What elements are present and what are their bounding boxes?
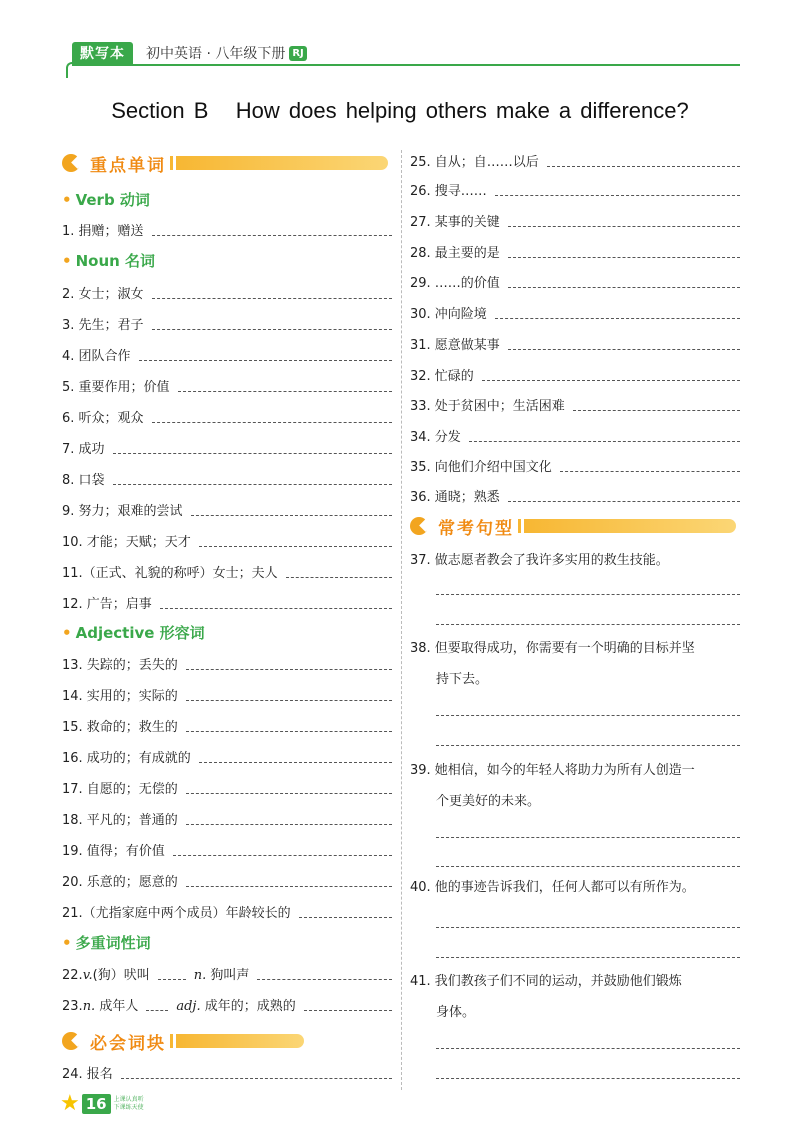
sentence-text: 40. 他的事迹告诉我们，任何人都可以有所作为。 xyxy=(410,880,695,895)
answer-line[interactable] xyxy=(199,534,392,547)
item-label: 19. 值得；有价值 xyxy=(62,844,165,859)
sentence-41 xyxy=(410,966,740,1028)
header-rule xyxy=(72,64,740,66)
list-item xyxy=(62,344,392,364)
list-item xyxy=(62,746,392,766)
answer-line[interactable] xyxy=(508,275,740,288)
item-label: 26. 搜寻…… xyxy=(410,184,487,199)
subheading-adjective xyxy=(62,622,205,643)
list-item xyxy=(410,333,740,353)
sentence-text: 38. 但要取得成功，你需要有一个明确的目标并坚 xyxy=(410,641,695,656)
answer-line[interactable] xyxy=(286,565,392,578)
subheading-multi xyxy=(62,932,151,953)
sentence-text: 持下去。 xyxy=(436,672,489,687)
answer-line[interactable] xyxy=(160,596,392,609)
sentence-38 xyxy=(410,633,740,695)
answer-line[interactable] xyxy=(573,398,740,411)
answer-line[interactable] xyxy=(186,781,392,794)
item-label: 13. 失踪的；丢失的 xyxy=(62,658,178,673)
answer-line[interactable] xyxy=(186,688,392,701)
list-item xyxy=(62,313,392,333)
section-title: 必会词块 xyxy=(90,1033,166,1054)
answer-line[interactable] xyxy=(508,337,740,350)
answer-line[interactable] xyxy=(186,719,392,732)
answer-line[interactable] xyxy=(158,967,186,980)
subheading-text: Noun 名词 xyxy=(75,252,156,270)
list-item xyxy=(62,375,392,395)
item-label: 20. 乐意的；愿意的 xyxy=(62,875,178,890)
answer-line[interactable] xyxy=(257,967,392,980)
answer-line[interactable] xyxy=(495,306,740,319)
item-label: 4. 团队合作 xyxy=(62,349,131,364)
subheading-noun xyxy=(62,250,155,271)
item-label: 27. 某事的关键 xyxy=(410,215,500,230)
list-item xyxy=(62,653,392,673)
list-item xyxy=(62,437,392,457)
item-meaning: 成年人 xyxy=(99,999,139,1014)
answer-line[interactable] xyxy=(139,348,392,361)
item-meaning: 成年的；成熟的 xyxy=(204,999,296,1014)
pos-abbrev: n. xyxy=(193,968,207,983)
list-item xyxy=(410,455,740,475)
list-item xyxy=(62,530,392,550)
header-curl xyxy=(66,62,76,78)
answer-line[interactable] xyxy=(173,843,392,856)
item-label: 30. 冲向险境 xyxy=(410,307,487,322)
answer-line[interactable] xyxy=(436,957,740,958)
answer-line[interactable] xyxy=(121,1066,392,1079)
item-label: 34. 分发 xyxy=(410,430,461,445)
item-label: 21.（尤指家庭中两个成员）年龄较长的 xyxy=(62,906,291,921)
answer-line[interactable] xyxy=(436,594,740,595)
section-key-words xyxy=(62,150,388,176)
sentence-text: 41. 我们教孩子们不同的运动，并鼓励他们锻炼 xyxy=(410,974,682,989)
bullet-icon: • xyxy=(62,252,72,270)
answer-line[interactable] xyxy=(508,214,740,227)
item-label: 24. 报名 xyxy=(62,1067,113,1082)
pos-abbrev: adj. xyxy=(176,999,201,1014)
list-item xyxy=(62,963,392,983)
answer-line[interactable] xyxy=(113,441,392,454)
list-item xyxy=(410,394,740,414)
list-item xyxy=(410,425,740,445)
item-number: 22. xyxy=(62,968,83,983)
answer-line[interactable] xyxy=(152,223,392,236)
item-label: 3. 先生；君子 xyxy=(62,318,144,333)
sentence-39 xyxy=(410,755,740,817)
answer-line[interactable] xyxy=(299,905,392,918)
item-label: 36. 通晓；熟悉 xyxy=(410,490,500,505)
item-label: 1. 捐赠；赠送 xyxy=(62,224,144,239)
item-label: 16. 成功的；有成就的 xyxy=(62,751,191,766)
header-badge: 默写本 xyxy=(72,42,133,66)
list-item xyxy=(410,485,740,505)
pacman-icon xyxy=(410,517,428,535)
item-label xyxy=(176,995,295,1014)
item-meaning: (狗）吠叫 xyxy=(92,968,150,983)
section-title: 常考句型 xyxy=(438,518,514,539)
pacman-icon xyxy=(62,1032,80,1050)
item-label: 11.（正式、礼貌的称呼）女士；夫人 xyxy=(62,566,278,581)
list-item xyxy=(62,468,392,488)
sentence-text: 个更美好的未来。 xyxy=(436,794,541,809)
motto-line: 下课练天使 xyxy=(113,1104,144,1111)
list-item xyxy=(62,282,392,302)
list-item xyxy=(62,870,392,890)
item-label: 28. 最主要的是 xyxy=(410,246,500,261)
list-item xyxy=(62,561,392,581)
item-label: 32. 忙碌的 xyxy=(410,369,474,384)
list-item xyxy=(62,808,392,828)
edition-tag: RJ xyxy=(289,46,306,61)
item-label: 10. 才能；天赋；天才 xyxy=(62,535,191,550)
list-item xyxy=(62,499,392,519)
answer-line[interactable] xyxy=(152,410,392,423)
list-item xyxy=(62,715,392,735)
column-divider xyxy=(401,150,402,1090)
course-name: 初中英语 · 八年级下册 xyxy=(146,46,286,62)
page-title: Section B How does helping others make a difference? xyxy=(111,98,689,123)
star-icon: ★ xyxy=(60,1091,80,1116)
answer-line[interactable] xyxy=(186,812,392,825)
answer-line[interactable] xyxy=(199,750,392,763)
section-bar xyxy=(176,156,388,170)
sentence-37 xyxy=(410,545,740,576)
item-label xyxy=(62,995,138,1014)
item-label xyxy=(194,964,250,983)
answer-line[interactable] xyxy=(508,245,740,258)
item-label: 18. 平凡的；普通的 xyxy=(62,813,178,828)
item-label: 2. 女士；淑女 xyxy=(62,287,144,302)
item-meaning: 狗叫声 xyxy=(210,968,250,983)
list-item xyxy=(62,777,392,797)
bullet-icon: • xyxy=(62,624,72,642)
answer-line[interactable] xyxy=(560,459,740,472)
item-label: 31. 愿意做某事 xyxy=(410,338,500,353)
list-item xyxy=(62,219,392,239)
answer-line[interactable] xyxy=(508,489,740,502)
answer-line[interactable] xyxy=(178,379,392,392)
section-sentences xyxy=(410,513,736,539)
section-bar xyxy=(176,1034,304,1048)
answer-line[interactable] xyxy=(436,837,740,838)
item-label: 9. 努力；艰难的尝试 xyxy=(62,504,183,519)
subheading-text: Adjective 形容词 xyxy=(75,624,205,642)
sentence-text: 37. 做志愿者教会了我许多实用的救生技能。 xyxy=(410,553,669,568)
list-item xyxy=(62,1062,392,1082)
list-item xyxy=(410,210,740,230)
answer-line[interactable] xyxy=(152,317,392,330)
bullet-icon: • xyxy=(62,191,72,209)
header-course xyxy=(146,44,307,64)
item-label: 7. 成功 xyxy=(62,442,105,457)
pos-abbrev: n. xyxy=(82,999,96,1014)
answer-line[interactable] xyxy=(436,715,740,716)
list-item xyxy=(62,684,392,704)
list-item xyxy=(410,241,740,261)
item-label: 25. 自从；自……以后 xyxy=(410,155,539,170)
item-label xyxy=(62,964,150,983)
list-item xyxy=(62,592,392,612)
answer-line[interactable] xyxy=(113,472,392,485)
item-label: 6. 听众；观众 xyxy=(62,411,144,426)
subheading-verb xyxy=(62,189,150,210)
sentence-text: 身体。 xyxy=(436,1005,476,1020)
item-label: 35. 向他们介绍中国文化 xyxy=(410,460,552,475)
section-bar xyxy=(524,519,736,533)
bullet-icon: • xyxy=(62,934,72,952)
answer-line[interactable] xyxy=(482,368,740,381)
subheading-text: Verb 动词 xyxy=(75,191,150,209)
footer-motto xyxy=(114,1096,150,1112)
answer-line[interactable] xyxy=(495,183,740,196)
answer-line[interactable] xyxy=(436,1048,740,1049)
motto-line: 上课认真听 xyxy=(113,1096,144,1103)
list-item xyxy=(62,839,392,859)
pos-abbrev: v. xyxy=(82,968,93,983)
answer-line[interactable] xyxy=(436,624,740,625)
list-item xyxy=(62,901,392,921)
list-item xyxy=(62,406,392,426)
list-item xyxy=(410,150,740,170)
answer-line[interactable] xyxy=(152,286,392,299)
item-label: 15. 救命的；救生的 xyxy=(62,720,178,735)
section-phrases xyxy=(62,1028,388,1054)
answer-line[interactable] xyxy=(469,429,740,442)
answer-line[interactable] xyxy=(436,1078,740,1079)
answer-line[interactable] xyxy=(186,874,392,887)
list-item xyxy=(410,364,740,384)
list-item xyxy=(410,271,740,291)
sentence-text: 39. 她相信，如今的年轻人将助力为所有人创造一 xyxy=(410,763,695,778)
item-label: 5. 重要作用；价值 xyxy=(62,380,170,395)
page-number: 16 xyxy=(82,1094,111,1114)
answer-line[interactable] xyxy=(186,657,392,670)
subheading-text: 多重词性词 xyxy=(75,934,151,952)
item-label: 17. 自愿的；无偿的 xyxy=(62,782,178,797)
answer-line[interactable] xyxy=(547,154,740,167)
answer-line[interactable] xyxy=(304,998,392,1011)
pacman-icon xyxy=(62,154,80,172)
sentence-40 xyxy=(410,872,740,903)
page-footer xyxy=(60,1093,150,1115)
answer-line[interactable] xyxy=(436,745,740,746)
list-item xyxy=(410,179,740,199)
list-item xyxy=(410,302,740,322)
answer-line[interactable] xyxy=(191,503,392,516)
answer-line[interactable] xyxy=(146,998,168,1011)
section-title: 重点单词 xyxy=(90,155,166,176)
item-number: 23. xyxy=(62,999,83,1014)
item-label: 12. 广告；启事 xyxy=(62,597,152,612)
item-label: 8. 口袋 xyxy=(62,473,105,488)
item-label: 14. 实用的；实际的 xyxy=(62,689,178,704)
answer-line[interactable] xyxy=(436,927,740,928)
item-label: 33. 处于贫困中；生活困难 xyxy=(410,399,565,414)
item-label: 29. ……的价值 xyxy=(410,276,500,291)
list-item xyxy=(62,994,392,1014)
answer-line[interactable] xyxy=(436,866,740,867)
